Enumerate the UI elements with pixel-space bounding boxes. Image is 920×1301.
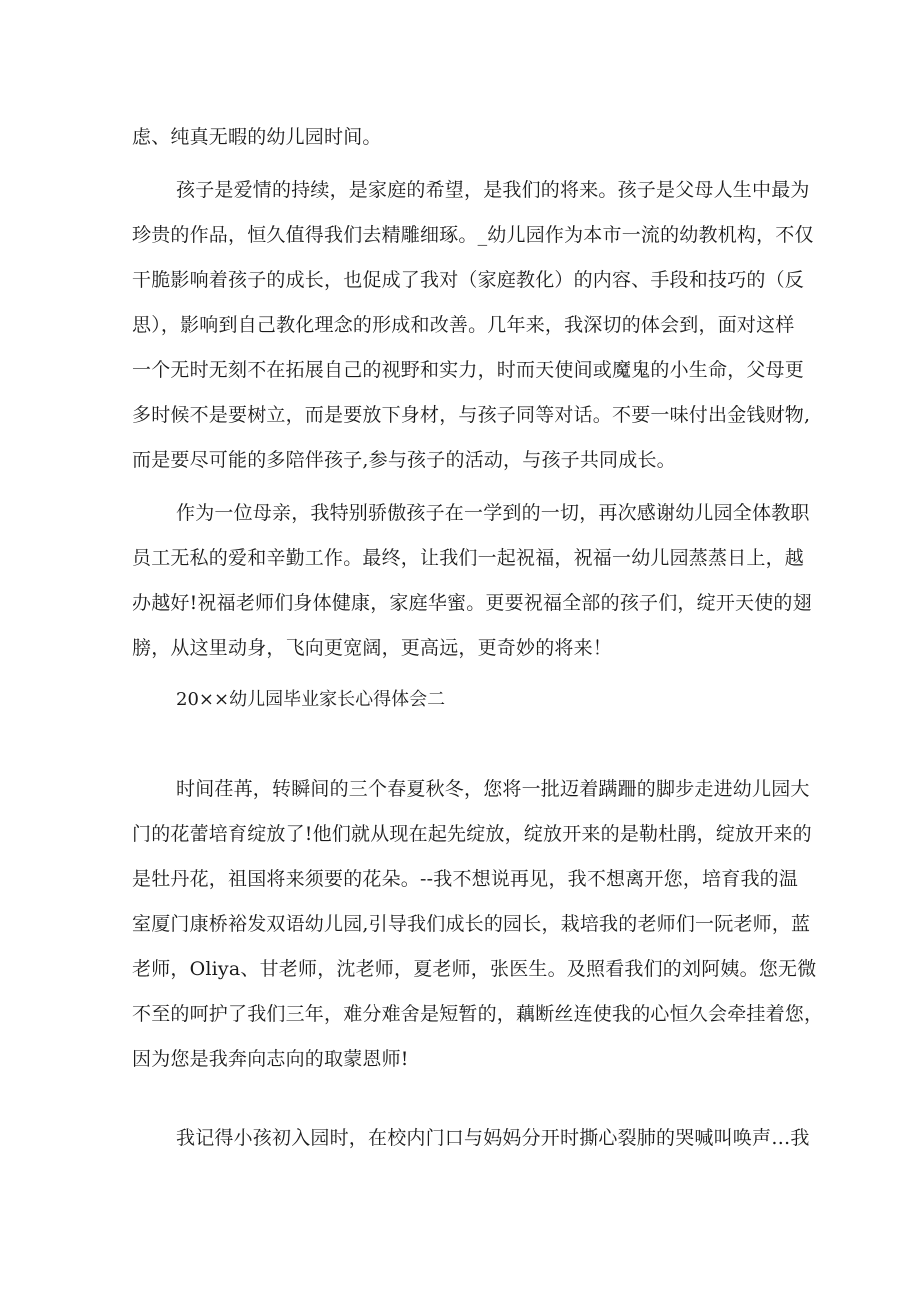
paragraph-line: 孩子是爱情的持续，是家庭的希望，是我们的将来。孩子是父母人生中最为 bbox=[176, 179, 810, 201]
paragraph-line: 室厦门康桥裕发双语幼儿园,引导我们成长的园长，栽培我的老师们一阮老师，蓝 bbox=[132, 913, 811, 935]
paragraph-line: 而是要尽可能的多陪伴孩子,参与孩子的活动，与孩子共同成长。 bbox=[132, 449, 676, 471]
section-heading: 20××幼儿园毕业家长心得体会二 bbox=[176, 689, 446, 710]
paragraph-line: 老师，Oliya、甘老师，沈老师，夏老师，张医生。及照看我们的刘阿姨。您无微 bbox=[132, 958, 817, 980]
paragraph-line: 员工无私的爱和辛勤工作。最终，让我们一起祝福，祝福一幼儿园蒸蒸日上，越 bbox=[132, 547, 805, 569]
paragraph-line: 时间荏苒，转瞬间的三个春夏秋冬，您将一批迈着蹒跚的脚步走进幼儿园大 bbox=[176, 778, 810, 800]
paragraph-line: 干脆影响着孩子的成长，也促成了我对（家庭教化）的内容、手段和技巧的（反 bbox=[132, 269, 805, 291]
paragraph-line: 珍贵的作品，恒久值得我们去精雕细琢。_幼儿园作为本市一流的幼教机构，不仅 bbox=[132, 224, 814, 246]
paragraph-line: 作为一位母亲，我特别骄傲孩子在一学到的一切，再次感谢幼儿园全体教职 bbox=[176, 502, 810, 524]
paragraph-line: 我记得小孩初入园时，在校内门口与妈妈分开时撕心裂肺的哭喊叫唤声…我 bbox=[176, 1127, 810, 1149]
paragraph-line: 膀，从这里动身，飞向更宽阔，更高远，更奇妙的将来！ bbox=[132, 637, 613, 659]
paragraph-line: 是牡丹花，祖国将来须要的花朵。--我不想说再见，我不想离开您，培育我的温 bbox=[132, 868, 799, 890]
paragraph-line: 虑、纯真无暇的幼儿园时间。 bbox=[132, 126, 382, 148]
paragraph-line: 因为您是我奔向志向的取蒙恩师! bbox=[132, 1048, 409, 1070]
paragraph-line: 门的花蕾培育绽放了!他们就从现在起先绽放，绽放开来的是勒杜鹃，绽放开来的 bbox=[132, 823, 812, 845]
paragraph-line: 办越好!祝福老师们身体健康，家庭华蜜。更要祝福全部的孩子们，绽开天使的翅 bbox=[132, 592, 812, 614]
paragraph-line: 不至的呵护了我们三年，难分难舍是短暂的，藕断丝连使我的心恒久会牵挂着您， bbox=[132, 1003, 824, 1025]
paragraph-line: 多时候不是要树立，而是要放下身材，与孩子同等对话。不要一味付出金钱财物, bbox=[132, 404, 811, 426]
paragraph-line: 思），影响到自己教化理念的形成和改善。几年来，我深切的体会到，面对这样 bbox=[132, 314, 795, 336]
paragraph-line: 一个无时无刻不在拓展自己的视野和实力，时而天使间或魔鬼的小生命，父母更 bbox=[132, 359, 805, 381]
